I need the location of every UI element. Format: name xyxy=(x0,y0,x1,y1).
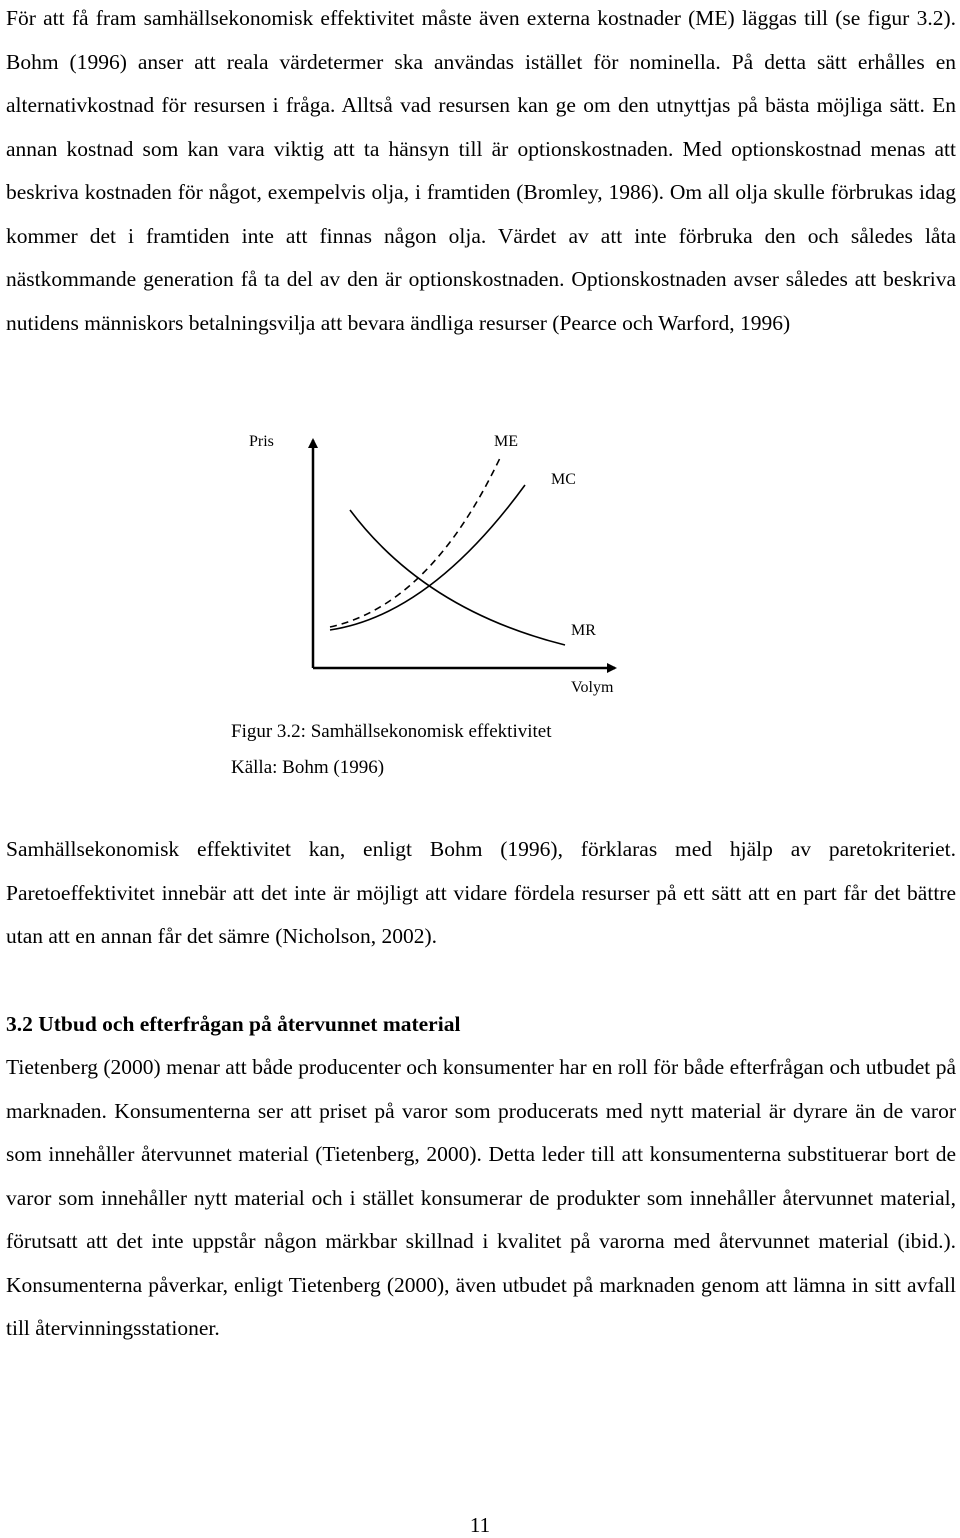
figure-diagram xyxy=(230,420,650,710)
figure-source: Källa: Bohm (1996) xyxy=(231,757,385,778)
x-axis-label: Volym xyxy=(571,679,614,696)
paragraph-pareto: Samhällsekonomisk effektivitet kan, enligt Bohm (1996), förklaras med hjälp av paretokriteriet. Paretoeffektivitet innebär att det inte är möjligt att vidare fördela resurser på ett sätt att en part får det bättre utan att en annan får det sämre (Nicholson, 2002). xyxy=(6,837,956,948)
me-curve xyxy=(330,458,500,627)
mc-curve xyxy=(330,485,525,630)
page-number: 11 xyxy=(469,1513,491,1537)
paragraph-intro: För att få fram samhällsekonomisk effektivitet måste även externa kostnader (ME) läggas till (se figur 3.2). Bohm (1996) anser att reala värdetermer ska användas istället för nominella. På detta sätt erhålles en alternativkostnad för resursen i fråga. Alltså vad resursen kan ge om den utnyttjas på bästa möjliga sätt. En annan kostnad som kan vara viktig att ta hänsyn till är optionskostnaden. Med optionskostnad menas att beskriva kostnaden för något, exempelvis olja, i framtiden (Bromley, 1986). Om all olja skulle förbrukas idag kommer det i framtiden inte att finnas någon olja. Värdet av att inte förbruka den och således låta nästkommande generation få ta del av den är optionskostnaden. Optionskostnaden avser således att beskriva nutidens människors betalningsvilja att bevara ändliga resurser (Pearce och Warford, 1996) xyxy=(6,6,956,335)
mc-curve-label: MC xyxy=(551,471,576,488)
mr-curve-label: MR xyxy=(571,622,596,639)
section-heading: 3.2 Utbud och efterfrågan på återvunnet material xyxy=(6,1012,461,1036)
figure-caption: Figur 3.2: Samhällsekonomisk effektivitet xyxy=(231,721,552,742)
paragraph-supply-demand: Tietenberg (2000) menar att både producenter och konsumenter har en roll för både efterfrågan och utbudet på marknaden. Konsumenterna ser att priset på varor som producerats med nytt material är dyrare än de varor som innehåller återvunnet material (Tietenberg, 2000). Detta leder till att konsumenterna substituerar bort de varor som innehåller nytt material och i stället konsumerar de produkter som innehåller återvunnet material, förutsatt att det inte uppstår någon märkbar skillnad i kvalitet på varorna med återvunnet material (ibid.). Konsumenterna påverkar, enligt Tietenberg (2000), även utbudet på marknaden genom att lämna in sitt avfall till återvinningsstationer. xyxy=(6,1055,956,1340)
mr-curve xyxy=(350,510,565,645)
y-axis-label: Pris xyxy=(249,433,274,450)
me-curve-label: ME xyxy=(494,433,518,450)
